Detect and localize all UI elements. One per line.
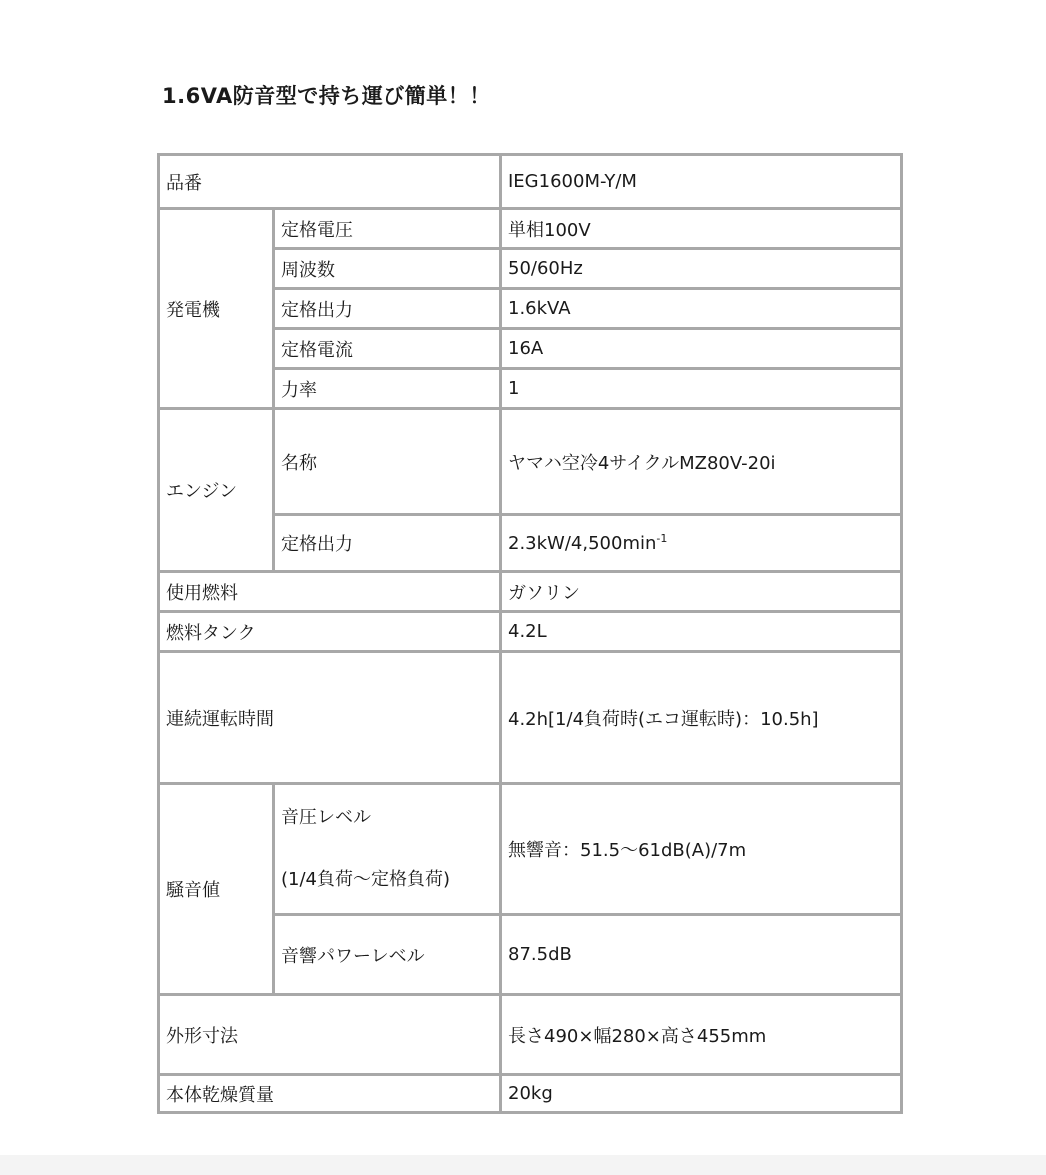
table-row — [159, 209, 902, 249]
rated-voltage-value: 単相100V — [501, 209, 902, 249]
generator-rated-output-label: 定格出力 — [274, 289, 501, 329]
fuel-value: ガソリン — [501, 572, 902, 612]
runtime-value: 4.2h[1/4負荷時(エコ運転時)：10.5h] — [501, 652, 902, 784]
table-row — [159, 572, 902, 612]
model-label: 品番 — [159, 155, 501, 209]
sound-pressure-label-gap — [281, 829, 493, 869]
fuel-label: 使用燃料 — [159, 572, 501, 612]
page-title: 1.6VA防音型で持ち運び簡単！！ — [162, 84, 491, 108]
table-row — [159, 409, 902, 515]
dimensions-label: 外形寸法 — [159, 995, 501, 1075]
noise-group-label: 騒音値 — [159, 784, 274, 995]
tank-value: 4.2L — [501, 612, 902, 652]
table-row — [159, 1075, 902, 1113]
engine-rated-output-text: 2.3kW/4,500min — [508, 533, 657, 554]
model-value: IEG1600M-Y/M — [501, 155, 902, 209]
bottom-shade — [0, 1155, 1046, 1175]
table-row — [159, 155, 902, 209]
table-row — [159, 652, 902, 784]
generator-group-label: 発電機 — [159, 209, 274, 409]
engine-rated-output-value — [501, 515, 902, 572]
weight-label: 本体乾燥質量 — [159, 1075, 501, 1113]
rated-voltage-label: 定格電圧 — [274, 209, 501, 249]
sound-pressure-label-line2: (1/4負荷～定格負荷) — [281, 869, 451, 890]
sound-power-label: 音響パワーレベル — [274, 915, 501, 995]
sound-pressure-label-line1: 音圧レベル — [281, 807, 371, 829]
sound-pressure-value: 無響音：51.5～61dB(A)/7m — [501, 784, 902, 915]
engine-group-label: エンジン — [159, 409, 274, 572]
engine-rated-output-label: 定格出力 — [274, 515, 501, 572]
engine-name-value: ヤマハ空冷4サイクルMZ80V-20i — [501, 409, 902, 515]
power-factor-value: 1 — [501, 369, 902, 409]
engine-name-label: 名称 — [274, 409, 501, 515]
frequency-value: 50/60Hz — [501, 249, 902, 289]
sound-power-value: 87.5dB — [501, 915, 902, 995]
engine-rated-output-exponent: -1 — [656, 532, 668, 545]
runtime-label: 連続運転時間 — [159, 652, 501, 784]
tank-label: 燃料タンク — [159, 612, 501, 652]
table-row — [159, 784, 902, 915]
table-row — [159, 612, 902, 652]
rated-current-value: 16A — [501, 329, 902, 369]
power-factor-label: 力率 — [274, 369, 501, 409]
spec-table — [157, 153, 903, 1114]
rated-current-label: 定格電流 — [274, 329, 501, 369]
table-row — [159, 995, 902, 1075]
frequency-label: 周波数 — [274, 249, 501, 289]
weight-value: 20kg — [501, 1075, 902, 1113]
sound-pressure-label — [274, 784, 501, 915]
generator-rated-output-value: 1.6kVA — [501, 289, 902, 329]
dimensions-value: 長さ490×幅280×高さ455mm — [501, 995, 902, 1075]
